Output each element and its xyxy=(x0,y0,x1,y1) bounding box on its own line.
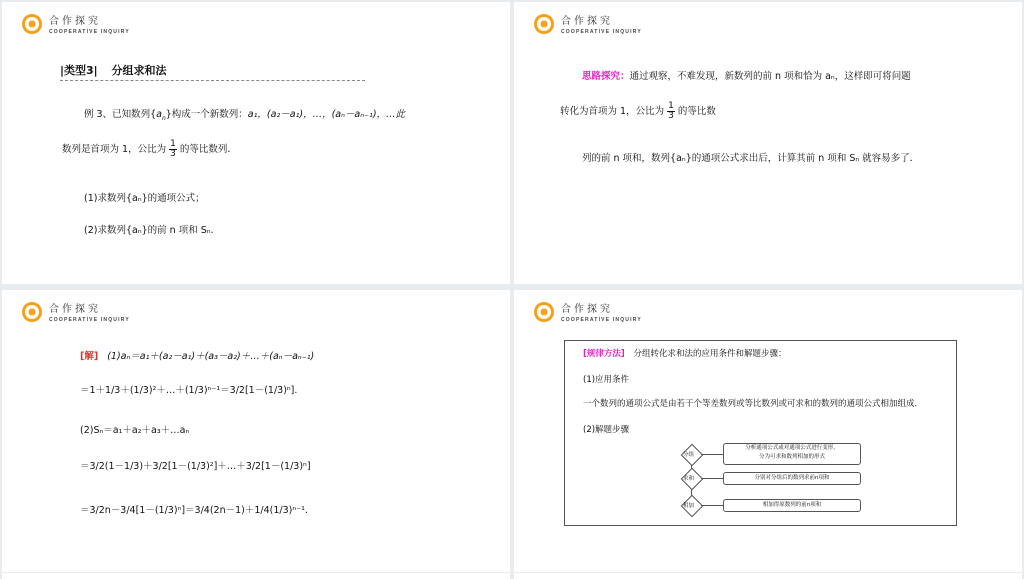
slide-5-partial[interactable] xyxy=(2,573,510,579)
idea-line-2: 转化为首项为 1，公比为 $\frac{1}{3}$ 的等比数 xyxy=(560,101,716,121)
example-line-1: 例 3、已知数列$\{a_n\}$构成一个新数列：a₁，(a₂－a₁)，…，(aₙ－aₙ₋₁)，…此 xyxy=(84,109,406,122)
solution-line-2: ＝1＋1/3＋(1/3)²＋…＋(1/3)ⁿ⁻¹＝3/2[1－(1/3)ⁿ]. xyxy=(80,385,298,396)
heading-bar: |类型3| xyxy=(60,64,98,77)
brand-logo-icon xyxy=(534,302,554,322)
brand-en: COOPERATIVE INQUIRY xyxy=(49,317,130,323)
steps-heading: (2)解题步骤 xyxy=(583,425,630,435)
brand-logo-icon xyxy=(22,14,42,34)
section-heading xyxy=(60,62,365,81)
solution-line-5: ＝3/2n－3/4[1－(1/3)ⁿ]＝3/4(2n－1)＋1/4(1/3)ⁿ⁻¹. xyxy=(80,505,308,516)
brand-logo-icon xyxy=(22,302,42,322)
idea-label: 思路探究： xyxy=(582,71,630,82)
brand xyxy=(49,12,130,35)
method-box xyxy=(564,340,957,526)
method-tag: [规律方法] xyxy=(583,349,625,359)
flow-step-3-label: 相加 xyxy=(683,503,695,509)
fraction-one-third: $\frac{1}{3}$ xyxy=(668,101,674,121)
slide-6-partial[interactable] xyxy=(514,573,1022,579)
flow-step-2-box: 分别对分组后的数列求前n项和 xyxy=(723,472,861,485)
flow-step-1-label: 分组 xyxy=(683,452,695,458)
question-2: (2)求数列{aₙ}的前 n 项和 Sₙ. xyxy=(84,225,214,236)
method-heading: [规律方法] 分组转化求和法的应用条件和解题步骤： xyxy=(583,349,787,359)
condition-text: 一个数列的通项公式是由若干个等差数列或等比数列或可求和的数列的通项公式相加组成． xyxy=(583,399,924,409)
brand-cn: 合作探究 xyxy=(49,304,101,315)
heading-title: 分组求和法 xyxy=(111,64,167,77)
solution-line-1: [解] (1)aₙ＝a₁＋(a₂－a₁)＋(a₃－a₂)＋…＋(aₙ－aₙ₋₁) xyxy=(80,351,315,362)
slide-3[interactable] xyxy=(2,290,510,572)
flow-step-2-label: 求和 xyxy=(683,476,695,482)
solution-tag: [解] xyxy=(80,351,99,362)
brand-cn: 合作探究 xyxy=(561,304,613,315)
slide-1[interactable] xyxy=(2,2,510,284)
flow-arrow xyxy=(701,505,723,506)
brand-en: COOPERATIVE INQUIRY xyxy=(561,317,642,323)
brand xyxy=(561,12,642,35)
slide-4[interactable] xyxy=(514,290,1022,572)
slide-2[interactable] xyxy=(514,2,1022,284)
flow-step-3-box: 相加得原数列的前n项和 xyxy=(723,499,861,512)
flow-arrow xyxy=(701,478,723,479)
brand-en: COOPERATIVE INQUIRY xyxy=(49,29,130,35)
solution-line-3: (2)Sₙ＝a₁＋a₂＋a₃＋…aₙ xyxy=(80,425,190,436)
idea-line-1: 思路探究：通过观察，不难发现，新数列的前 n 项和恰为 aₙ，这样即可将问题 xyxy=(582,71,911,82)
brand-logo-icon xyxy=(534,14,554,34)
condition-heading: (1)应用条件 xyxy=(583,375,630,385)
question-1: (1)求数列{aₙ}的通项公式； xyxy=(84,193,205,204)
brand xyxy=(49,300,130,323)
brand-cn: 合作探究 xyxy=(49,16,101,27)
example-line-2: 数列是首项为 1，公比为 $\frac{1}{3}$ 的等比数列． xyxy=(62,139,237,159)
solution-line-4: ＝3/2(1－1/3)＋3/2[1－(1/3)²]＋…＋3/2[1－(1/3)ⁿ] xyxy=(80,461,311,472)
brand xyxy=(561,300,642,323)
flow-step-1-box: 分析通项公式或对通项公式进行变形， 分为可求和数列相加的形式 xyxy=(723,443,861,465)
idea-line-3: 列的前 n 项和，数列{aₙ}的通项公式求出后，计算其前 n 项和 Sₙ 就容易多了． xyxy=(582,153,920,164)
flow-arrow xyxy=(701,454,723,455)
fraction-one-third: $\frac{1}{3}$ xyxy=(170,139,176,159)
brand-cn: 合作探究 xyxy=(561,16,613,27)
brand-en: COOPERATIVE INQUIRY xyxy=(561,29,642,35)
